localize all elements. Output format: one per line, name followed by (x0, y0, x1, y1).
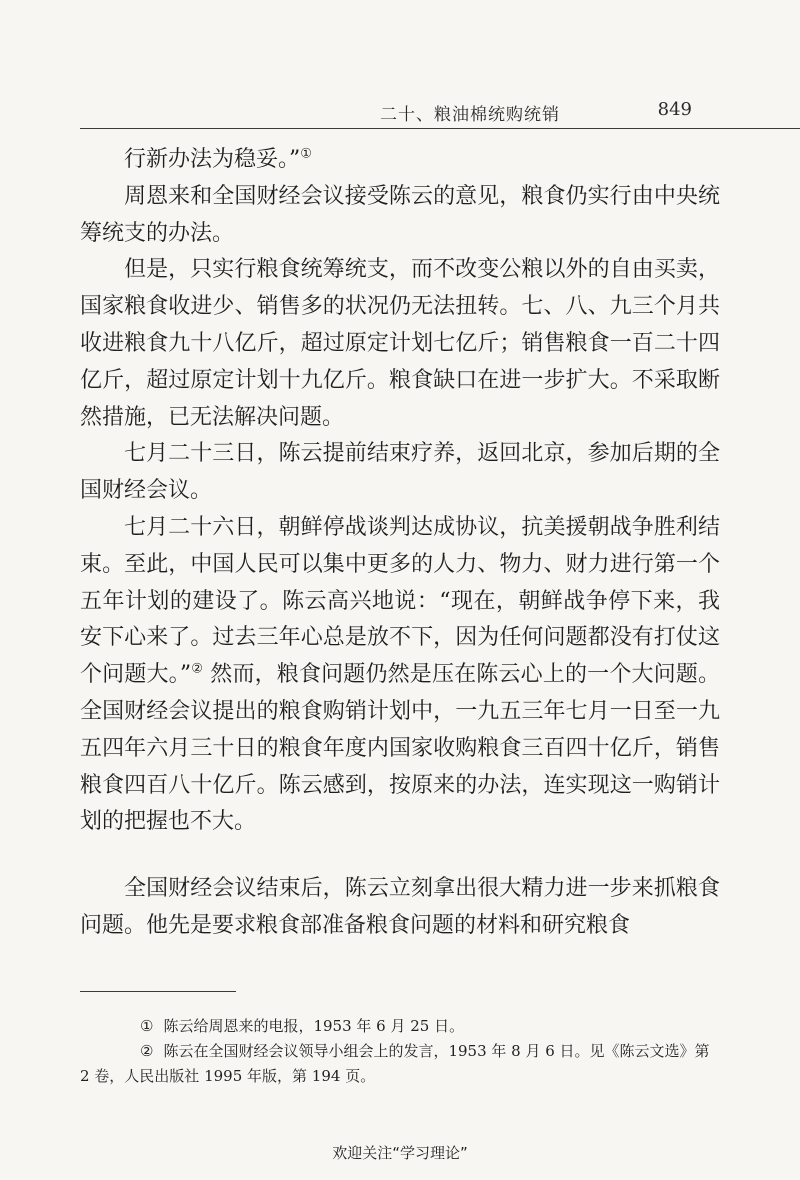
footnote-ref-1: ① (300, 146, 312, 162)
paragraph-2: 周恩来和全国财经会议接受陈云的意见，粮食仍实行由中央统筹统支的办法。 (80, 183, 720, 246)
header-rule (80, 128, 800, 129)
footnote-1 (80, 1014, 720, 1039)
running-header (80, 98, 720, 130)
paragraph-text: 行新办法为稳妥。” (124, 147, 301, 172)
footnotes (80, 1014, 720, 1089)
footnote-mark: ② (140, 1042, 154, 1060)
footnote-ref-2: ② (191, 661, 204, 677)
paragraph-text: 然而，粮食问题仍然是压在陈云心上的一个大问题。全国财经会议提出的粮食购销计划中，一九五三年七月一日至一九五四年六月三十日的粮食年度内国家收购粮食三百四十亿斤，销售粮食四百八十亿斤。陈云感到，按原来的办法，连实现这一购销计划的把握也不大。 (80, 662, 721, 835)
body-text (80, 142, 720, 945)
footnote-2 (80, 1039, 720, 1089)
paragraph-6: 全国财经会议结束后，陈云立刻拿出很大精力进一步来抓粮食问题。他先是要求粮食部准备粮食问题的材料和研究粮食 (80, 876, 720, 938)
footnote-rule (80, 991, 236, 992)
footnote-mark: ① (140, 1017, 154, 1035)
footnote-text: 陈云给周恩来的电报，1953 年 6 月 25 日。 (163, 1017, 465, 1035)
paragraph-5 (80, 510, 720, 841)
footer-caption: 欢迎关注“学习理论” (332, 1144, 468, 1162)
paragraph-text: 七月二十六日，朝鲜停战谈判达成协议，抗美援朝战争胜利结束。至此，中国人民可以集中更多的人力、物力、财力进行第一个五年计划的建设了。陈云高兴地说：“现在，朝鲜战争停下来，我安下心来了。过去三年心总是放不下，因为任何问题都没有打仗这个问题大。” (80, 514, 720, 688)
paragraph-4: 七月二十三日，陈云提前结束疗养，返回北京，参加后期的全国财经会议。 (80, 441, 720, 504)
paragraph-1 (80, 142, 720, 179)
paragraph-3: 但是，只实行粮食统筹统支，而不改变公粮以外的自由买卖，国家粮食收进少、销售多的状况仍无法扭转。七、八、九三个月共收进粮食九十八亿斤，超过原定计划七亿斤；销售粮食一百二十四亿斤，超过原定计划十九亿斤。粮食缺口在进一步扩大。不采取断然措施，已无法解决问题。 (80, 257, 720, 430)
page-number: 849 (657, 99, 692, 120)
footnote-text: 陈云在全国财经会议领导小组会上的发言，1953 年 8 月 6 日。见《陈云文选》第 2 卷，人民出版社 1995 年版，第 194 页。 (80, 1042, 710, 1085)
chapter-title: 二十、粮油棉统购统销 (380, 105, 560, 125)
